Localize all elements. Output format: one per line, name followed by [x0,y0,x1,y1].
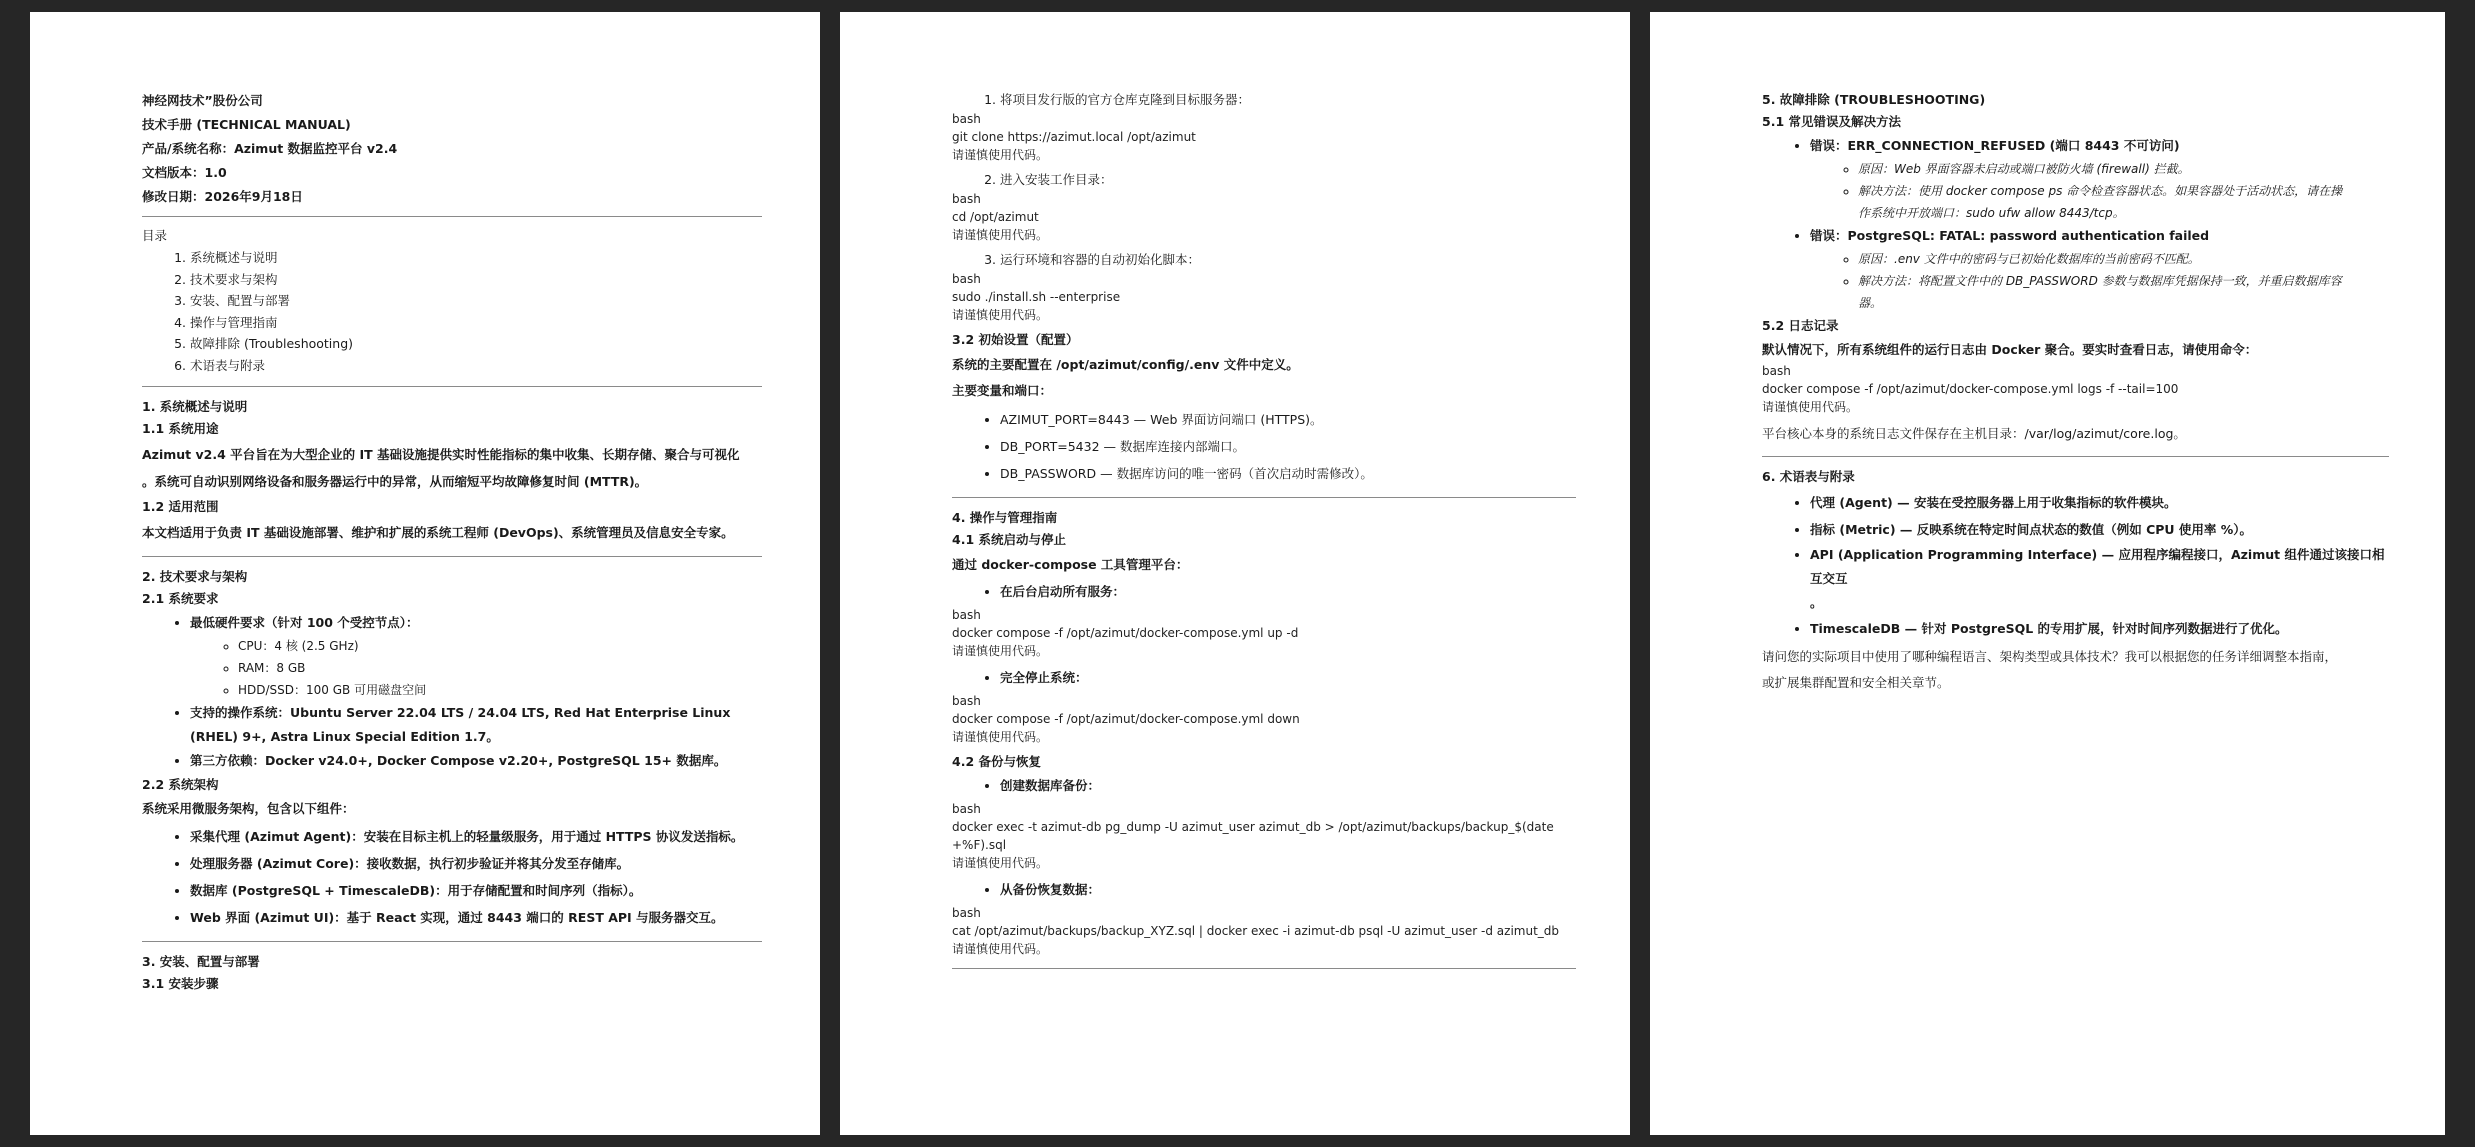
toc-list [142,247,762,376]
error-fix [1858,270,2389,314]
code-language: bash [952,112,981,126]
code-block[interactable]: sudo ./install.sh --enterprise [952,290,1121,304]
code-block[interactable]: docker compose -f /opt/azimut/docker-compose.yml down [952,712,1300,726]
closing-line: 请问您的实际项目中使用了哪种编程语言、架构类型或具体技术？我可以根据您的任务详细调整本指南， [1762,649,2338,664]
paragraph: 系统的主要配置在 /opt/azimut/config/.env 文件中定义。 [952,357,1299,372]
glossary-term: 代理 (Agent) [1810,495,1893,510]
glossary-item [1810,516,2389,543]
subsection-heading: 1.2 适用范围 [142,499,219,514]
glossary-def: — 安装在受控服务器上用于收集指标的软件模块。 [1892,495,2177,510]
architecture-list [142,823,762,931]
error-fix-line: 解决方法：将配置文件中的 DB_PASSWORD 参数与数据库凭据保持一致，并重启数据库容 [1858,274,2342,288]
glossary-list [1762,489,2389,642]
section-heading: 5. 故障排除 (TROUBLESHOOTING) [1762,92,1986,107]
document-page-2[interactable] [840,12,1630,1135]
toc-item: 6. 术语表与附录 [190,355,762,377]
subsection-heading: 5.1 常见错误及解决方法 [1762,114,1901,129]
list-item: • Web 界面 (Azimut UI)：基于 React 实现，通过 8443 端口的 REST API 与服务器交互。 [190,904,762,931]
paragraph: 主要变量和端口： [952,383,1053,398]
subsection-heading: 3.2 初始设置（配置） [952,332,1079,347]
section-heading: 3. 安装、配置与部署 [142,954,260,969]
list-item: • DB_PORT=5432 — 数据库连接内部端口。 [1000,433,1576,460]
list-item: • 处理服务器 (Azimut Core)：接收数据，执行初步验证并将其分发至存储库。 [190,850,762,877]
dep-text: Docker v24.0+, Docker Compose v2.20+, PostgreSQL 15+ 数据库。 [265,753,727,768]
glossary-term: API (Application Programming Interface) [1810,547,2098,562]
backup-list [952,878,1576,902]
code-language: bash [952,272,981,286]
code-language: bash [952,906,981,920]
list-item: • 在后台启动所有服务： [1000,580,1576,604]
install-step [952,250,1576,270]
subsection-heading: 4.2 备份与恢复 [952,754,1041,769]
error-details [1810,158,2389,224]
error-details [1810,248,2389,314]
list-item [1810,224,2389,314]
subsection-heading: 4.1 系统启动与停止 [952,532,1066,547]
code-language: bash [952,192,981,206]
list-item: • DB_PASSWORD — 数据库访问的唯一密码（首次启动时需修改）。 [1000,460,1576,487]
glossary-term: TimescaleDB [1810,621,1901,636]
step-text: 3. 运行环境和容器的自动初始化脚本： [1000,250,1576,270]
paragraph: 本文档适用于负责 IT 基础设施部署、维护和扩展的系统工程师 (DevOps)、系统管理员及信息安全专家。 [142,525,734,540]
step-text: 1. 将项目发行版的官方仓库克隆到目标服务器： [1000,90,1576,110]
subsection-heading: 5.2 日志记录 [1762,318,1839,333]
ops-list [952,666,1576,690]
step-text: 2. 进入安装工作目录： [1000,170,1576,190]
subsection-heading: 1.1 系统用途 [142,421,219,436]
glossary-item [1810,489,2389,516]
code-caution-note: 请谨慎使用代码。 [952,148,1049,162]
document-page-1[interactable] [30,12,820,1135]
code-language: bash [952,694,981,708]
code-caution-note: 请谨慎使用代码。 [952,730,1049,744]
list-item [190,611,762,701]
code-block[interactable]: git clone https://azimut.local /opt/azimut [952,130,1196,144]
glossary-item [1810,615,2389,642]
code-caution-note: 请谨慎使用代码。 [952,308,1049,322]
list-item [190,701,762,749]
glossary-item [1810,543,2389,615]
install-step [952,170,1576,190]
subsection-heading: 2.1 系统要求 [142,591,219,606]
paragraph: 默认情况下，所有系统组件的运行日志由 Docker 聚合。要实时查看日志，请使用命令： [1762,342,2258,357]
list-item: • 完全停止系统： [1000,666,1576,690]
hw-title: 最低硬件要求（针对 100 个受控节点）： [190,615,419,630]
dep-title: 第三方依赖： [190,753,266,768]
list-item: ◦ HDD/SSD：100 GB 可用磁盘空间 [238,679,762,701]
glossary-term: 指标 (Metric) [1810,522,1896,537]
paragraph: 系统采用微服务架构，包含以下组件： [142,801,355,816]
list-item [1810,134,2389,224]
toc-item: 1. 系统概述与说明 [190,247,762,269]
divider [952,968,1576,969]
subsection-heading: 2.2 系统架构 [142,777,219,792]
list-item: • 创建数据库备份： [1000,774,1576,798]
toc-item: 4. 操作与管理指南 [190,312,762,334]
code-language: bash [952,802,981,816]
os-title: 支持的操作系统： [190,705,291,720]
divider [142,941,762,942]
list-item: ◦ RAM：8 GB [238,657,762,679]
code-block[interactable]: docker exec -t azimut-db pg_dump -U azimut_user azimut_db > /opt/azimut/backups/backup_$(date [952,820,1554,834]
code-caution-note: 请谨慎使用代码。 [952,856,1049,870]
section-heading: 4. 操作与管理指南 [952,510,1058,525]
section-heading: 2. 技术要求与架构 [142,569,248,584]
divider [142,386,762,387]
glossary-def: — 反映系统在特定时间点状态的数值（例如 CPU 使用率 %）。 [1895,522,2253,537]
error-label: 错误： [1810,228,1848,243]
list-item: • 数据库 (PostgreSQL + TimescaleDB)：用于存储配置和时间序列（指标）。 [190,877,762,904]
code-block[interactable]: cd /opt/azimut [952,210,1039,224]
code-block[interactable]: docker compose -f /opt/azimut/docker-compose.yml logs -f --tail=100 [1762,382,2179,396]
revision-date: 修改日期：2026年9月18日 [142,189,303,204]
os-text: Ubuntu Server 22.04 LTS / 24.04 LTS, Red Hat Enterprise Linux (RHEL) 9+, Astra Linux Special Edition 1.7。 [190,705,731,744]
divider [1762,456,2389,457]
list-item: ◦ CPU：4 核 (2.5 GHz) [238,635,762,657]
error-fix-line: 解决方法：使用 docker compose ps 命令检查容器状态。如果容器处于活动状态，请在操 [1858,184,2343,198]
product-name: 产品/系统名称：Azimut 数据监控平台 v2.4 [142,141,398,156]
company-name: 神经网技术”股份公司 [142,93,263,108]
error-fix-line: 器。 [1858,296,1883,310]
backup-list [952,774,1576,798]
variables-list [952,406,1576,487]
code-block[interactable]: cat /opt/azimut/backups/backup_XYZ.sql | docker exec -i azimut-db psql -U azimut_user -d azimut_db [952,924,1560,938]
install-step [952,90,1576,110]
list-item [190,749,762,773]
section-heading: 1. 系统概述与说明 [142,399,248,414]
error-title: PostgreSQL: FATAL: password authentication failed [1847,228,2210,243]
toc-title: 目录 [142,228,168,243]
divider [952,497,1576,498]
subsection-heading: 3.1 安装步骤 [142,976,219,991]
glossary-def: — 针对 PostgreSQL 的专用扩展，针对时间序列数据进行了优化。 [1900,621,2288,636]
code-block-cont[interactable]: +%F).sql [952,838,1007,852]
closing-line: 或扩展集群配置和安全相关章节。 [1762,675,1950,690]
paragraph: 平台核心本身的系统日志文件保存在主机目录：/var/log/azimut/core.log。 [1762,426,2186,441]
errors-list [1762,134,2389,314]
code-caution-note: 请谨慎使用代码。 [952,942,1049,956]
code-caution-note: 请谨慎使用代码。 [1762,400,1859,414]
toc-item: 5. 故障排除 (Troubleshooting) [190,333,762,355]
paragraph-line: Azimut v2.4 平台旨在为大型企业的 IT 基础设施提供实时性能指标的集中收集、长期存储、聚合与可视化 [142,447,740,462]
code-block[interactable]: docker compose -f /opt/azimut/docker-compose.yml up -d [952,626,1299,640]
list-item: • 从备份恢复数据： [1000,878,1576,902]
hw-list [190,635,762,701]
glossary-def: — 应用程序编程接口，Azimut 组件通过该接口相互交互 [1810,547,2385,586]
requirements-list [142,611,762,773]
error-fix-line: 作系统中开放端口：sudo ufw allow 8443/tcp。 [1858,206,2125,220]
error-cause: ◦ 原因：Web 界面容器未启动或端口被防火墙 (firewall) 拦截。 [1858,158,2389,180]
divider [142,556,762,557]
toc-item: 2. 技术要求与架构 [190,269,762,291]
manual-title: 技术手册 (TECHNICAL MANUAL) [142,117,351,132]
code-caution-note: 请谨慎使用代码。 [952,644,1049,658]
list-item: • 采集代理 (Azimut Agent)：安装在目标主机上的轻量级服务，用于通过 HTTPS 协议发送指标。 [190,823,762,850]
ops-list [952,580,1576,604]
glossary-def-cont: 。 [1810,595,1823,610]
code-language: bash [952,608,981,622]
error-title: ERR_CONNECTION_REFUSED (端口 8443 不可访问) [1847,138,2180,153]
error-cause: ◦ 原因：.env 文件中的密码与已初始化数据库的当前密码不匹配。 [1858,248,2389,270]
error-label: 错误： [1810,138,1848,153]
paragraph-line: 。系统可自动识别网络设备和服务器运行中的异常，从而缩短平均故障修复时间 (MTTR)。 [142,474,648,489]
doc-version: 文档版本：1.0 [142,165,227,180]
code-caution-note: 请谨慎使用代码。 [952,228,1049,242]
document-page-3[interactable] [1650,12,2445,1135]
code-language: bash [1762,364,1791,378]
section-heading: 6. 术语表与附录 [1762,469,1855,484]
divider [142,216,762,217]
paragraph: 通过 docker-compose 工具管理平台： [952,557,1189,572]
list-item: • AZIMUT_PORT=8443 — Web 界面访问端口 (HTTPS)。 [1000,406,1576,433]
error-fix [1858,180,2389,224]
toc-item: 3. 安装、配置与部署 [190,290,762,312]
